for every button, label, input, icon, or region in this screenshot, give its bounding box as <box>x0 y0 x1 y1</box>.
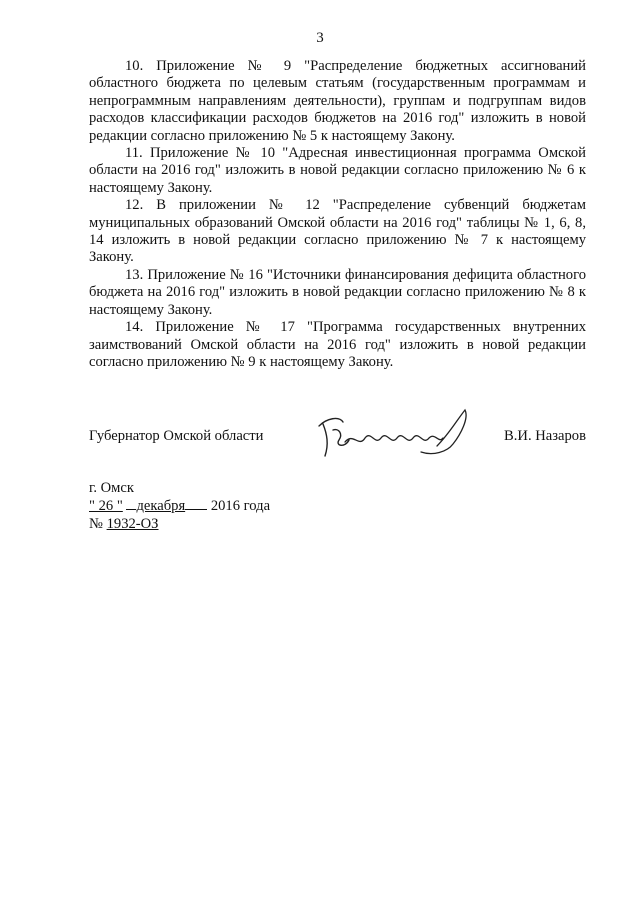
paragraph-11: 11. Приложение № 10 "Адресная инвестиционная программа Омской области на 2016 год" изложить в новой редакции согласно приложению № 6 к настоящему Закону. <box>89 145 586 196</box>
date-line <box>89 497 270 515</box>
signer-title: Губернатор Омской области <box>89 428 264 444</box>
signature-block <box>89 418 586 468</box>
date-month: декабря <box>136 498 186 514</box>
document-footer <box>89 479 270 533</box>
paragraph-10: 10. Приложение № 9 "Распределение бюджетных ассигнований областного бюджета по целевым статьям (государственным программам и непрограммным направлениям деятельности), группам и подгруппам видов расходов классификации расходов бюджетов на 2016 год" изложить в новой редакции согласно приложению № 5 к настоящему Закону. <box>89 58 586 144</box>
paragraph-13: 13. Приложение № 16 "Источники финансирования дефицита областного бюджета на 2016 год" изложить в новой редакции согласно приложению № 8 к настоящему Закону. <box>89 266 586 318</box>
law-number: 1932-ОЗ <box>106 516 159 532</box>
handwritten-signature <box>309 404 479 468</box>
number-prefix: № <box>89 516 103 532</box>
city-line: г. Омск <box>89 480 134 496</box>
number-line <box>89 515 270 533</box>
date-year: 2016 года <box>210 498 271 514</box>
signer-name: В.И. Назаров <box>504 428 586 444</box>
document-body <box>89 58 586 371</box>
page-number: 3 <box>316 30 324 46</box>
date-day: " 26 " <box>89 498 123 514</box>
paragraph-14: 14. Приложение № 17 "Программа государственных внутренних заимствований Омской области на 2016 год" изложить в новой редакции согласно приложению № 9 к настоящему Закону. <box>89 319 586 370</box>
paragraph-12: 12. В приложении № 12 "Распределение субвенций бюджетам муниципальных образований Омской области на 2016 год" таблицы № 1, 6, 8, 14 изложить в новой редакции согласно приложению № 7 к настоящему Закону. <box>89 197 586 266</box>
